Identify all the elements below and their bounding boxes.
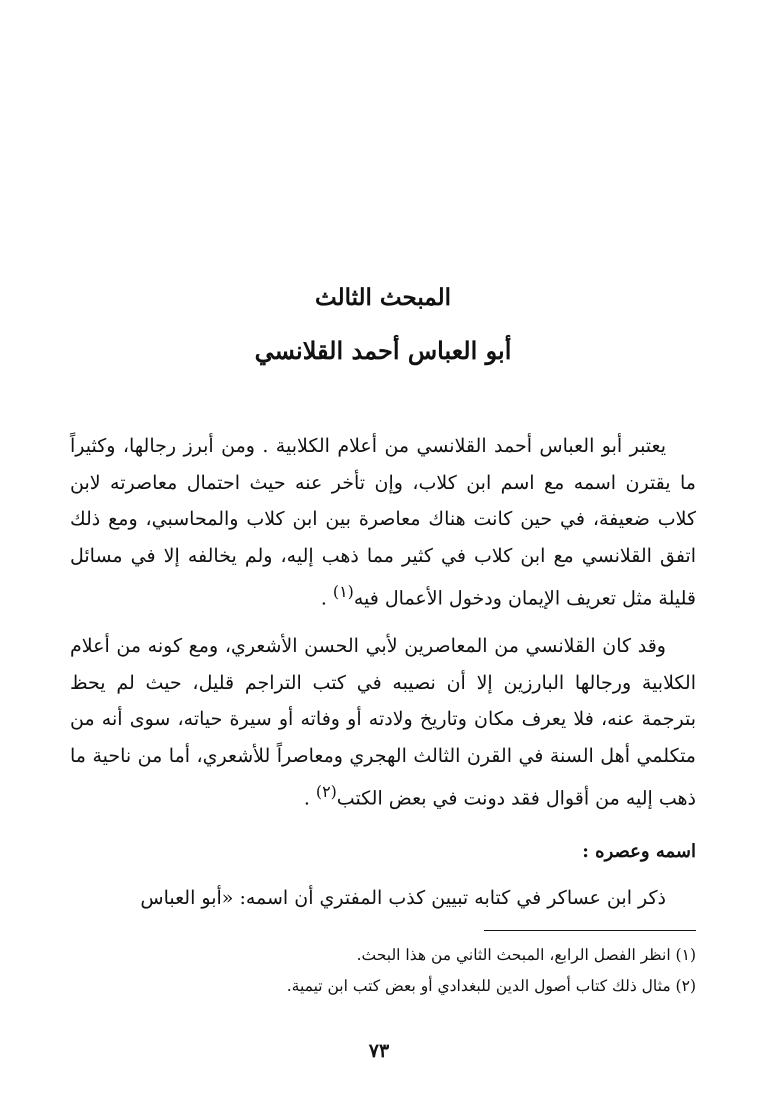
paragraph-contemporaries-end: . xyxy=(303,787,316,810)
footnote-ref-2: (٢) xyxy=(315,782,337,801)
paragraph-intro xyxy=(70,428,696,617)
paragraph-contemporaries-text: وقد كان القلانسي من المعاصرين لأبي الحسن الأشعري، ومع كونه من أعلام الكلابية ورجالها البارزين إلا أن نصيبه في كتب التراجم قليل، حيث لم يحظ بترجمة عنه، فلا يعرف مكان وتاريخ ولادته أو وفاته أو سيرة حياته، سوى أنه من متكلمي أهل السنة في القرن الثالث الهجري ومعاصراً للأشعري، أما من ناحية ما ذهب إليه من أقوال فقد دونت في بعض الكتب xyxy=(70,635,696,810)
subheading-name-era: اسمه وعصره : xyxy=(582,841,696,862)
chapter-title: أبو العباس أحمد القلانسي xyxy=(254,336,512,365)
paragraph-name: ذكر ابن عساكر في كتابه تبيين كذب المفتري أن اسمه: «أبو العباس xyxy=(140,887,666,909)
footnote-separator xyxy=(484,930,696,931)
section-title: المبحث الثالث xyxy=(314,284,451,311)
paragraph-contemporaries xyxy=(70,628,696,817)
paragraph-intro-end: . xyxy=(320,587,333,610)
paragraph-intro-text: يعتبر أبو العباس أحمد القلانسي من أعلام الكلابية . ومن أبرز رجالها، وكثيراً ما يقترن اسمه مع اسم ابن كلاب، وإن تأخر عنه حيث احتمال معاصرته لابن كلاب ضعيفة، في حين كانت هناك معاصرة بين ابن كلاب والمحاسبي، ومع ذلك اتفق القلانسي مع ابن كلاب في كثير مما ذهب إليه، ولم يخالفه إلا في مسائل قليلة مثل تعريف الإيمان ودخول الأعمال فيه xyxy=(70,435,696,610)
footnote-2: (٢) مثال ذلك كتاب أصول الدين للبغدادي أو بعض كتب ابن تيمية. xyxy=(286,977,696,995)
footnote-ref-1: (١) xyxy=(332,582,354,601)
footnote-1: (١) انظر الفصل الرابع، المبحث الثاني من هذا البحث. xyxy=(356,946,696,964)
footnotes xyxy=(70,940,696,1002)
page-number: ٧٣ xyxy=(368,1040,390,1062)
